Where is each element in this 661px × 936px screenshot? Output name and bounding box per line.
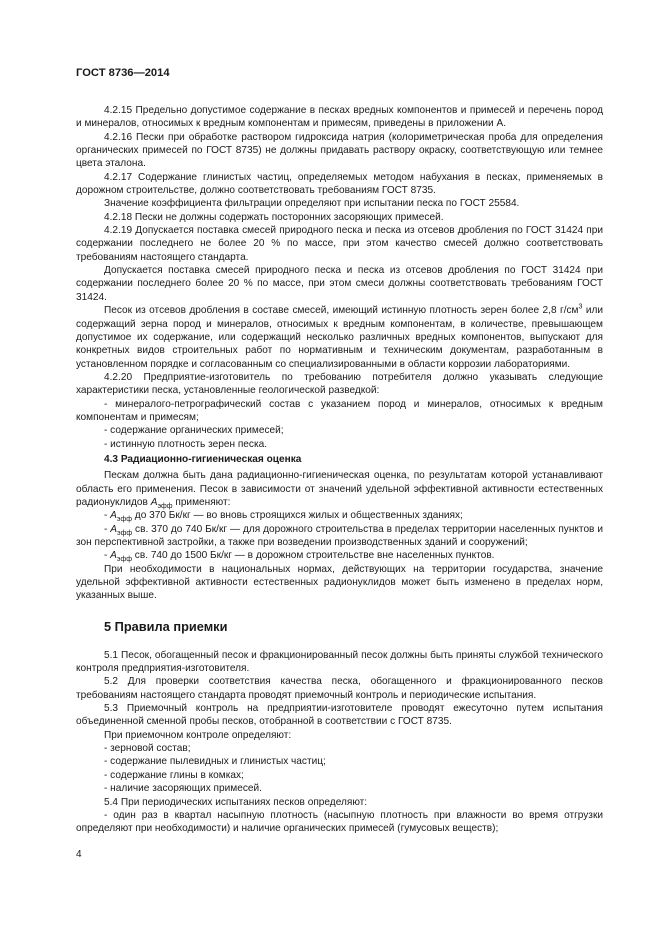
activity-subscript: эфф xyxy=(117,529,133,537)
paragraph-4-2-15: 4.2.15 Предельно допустимое содержание в песках вредных компонентов и примесей и перечень пород и минералов, относимых к вредным компонентам и примесям, приведены в приложении А. xyxy=(76,105,603,130)
para-4-3-text-after: применяют: xyxy=(172,496,231,508)
list-item: - истинную плотность зерен песка. xyxy=(104,438,268,450)
activity-subscript: эфф xyxy=(116,516,132,524)
activity-symbol: А xyxy=(110,550,117,562)
paragraph-density xyxy=(76,304,603,371)
paragraph-4-2-16: 4.2.16 Пески при обработке раствором гидроксида натрия (колориметрическая проба для определения органических примесей по ГОСТ 8735) не должны придавать раствору окраску, соответствующую или темнее цвета эталона. xyxy=(76,131,603,170)
paragraph-4-2-18: 4.2.18 Пески не должны содержать посторонних засоряющих примесей. xyxy=(104,211,444,223)
activity-symbol: А xyxy=(110,510,117,522)
activity-symbol: А xyxy=(150,496,158,508)
activity-subscript: эфф xyxy=(157,502,173,510)
density-text-before: Песок из отсевов дробления в составе смесей, имеющий истинную плотность зерен более 2,8 г/см xyxy=(104,305,579,317)
paragraph-4-2-17: 4.2.17 Содержание глинистых частиц, определяемых методом набухания в песках, применяемых в дорожном строительстве, должно соответствовать требованиям ГОСТ 8735. xyxy=(76,171,603,197)
list-item: - $А_{эфф}$ св. 740 до 1500 Бк/кг — в дорожном строительстве вне населенных пунктов. xyxy=(104,550,495,564)
paragraph-5-3: 5.3 Приемочный контроль на предприятии-изготовителе проводят ежесуточно путем испытания объединенной сменной пробы песков, отобранной в соответствии с ГОСТ 8735. xyxy=(76,703,603,728)
para-4-3-text-before: Пескам должна быть дана радиационно-гигиеническая оценка, по результатам которой устанавливают область его применения. Песок в зависимости от значений удельной эффективной активности естественных радионуклидов xyxy=(76,470,603,508)
paragraph-national-norms: При необходимости в национальных нормах, действующих на территории государства, значение удельной эффективной активности естественных радионуклидов может быть изменено в пределах норм, указанных выше. xyxy=(76,563,603,602)
list-item-text: св. 740 до 1500 Бк/кг — в дорожном строительстве вне населенных пунктов. xyxy=(132,550,495,562)
paragraph-5-4: 5.4 При периодических испытаниях песков определяют: xyxy=(104,796,368,808)
list-item-text: св. 370 до 740 Бк/кг — для дорожного строительства в пределах территории населенных пунктов и зон перспективной застройки, а также при возведении производственных зданий и сооружений; xyxy=(76,523,603,548)
list-item: - $А_{эфф}$ до 370 Бк/кг — во вновь строящихся жилых и общественных зданиях; xyxy=(104,510,463,524)
list-item: - зерновой состав; xyxy=(104,743,191,755)
paragraph-5-2: 5.2 Для проверки соответствия качества песка, обогащенного и фракционированного песков требованиям настоящего стандарта проводят приемочный контроль и периодические испытания. xyxy=(76,676,603,701)
list-item: - содержание глины в комках; xyxy=(104,769,244,781)
list-item: - содержание органических примесей; xyxy=(104,425,284,437)
paragraph-4-2-19: 4.2.19 Допускается поставка смесей природного песка и песка из отсевов дробления по ГОСТ 31424 при содержании последнего не более 20 % по массе, при этом качество смесей должно соответствовать требованиям настоящего стандарта. xyxy=(76,225,603,263)
section-heading-5: 5 Правила приемки xyxy=(104,618,228,634)
list-item: - минералого-петрографический состав с указанием пород и минералов, относимых к вредным компонентам и примесям; xyxy=(76,398,603,423)
paragraph-mixtures-allowed: Допускается поставка смесей природного песка и песка из отсевов дробления по ГОСТ 31424 при содержании последнего более 20 % по массе, при этом смеси должны соответствовать требованиям ГОСТ 31424. xyxy=(76,265,603,303)
list-item: - один раз в квартал насыпную плотность (насыпную плотность при влажности во время отгрузки определяют при необходимости) и наличие органических примесей (гумусовых веществ); xyxy=(76,809,603,835)
subsection-heading-4-3: 4.3 Радиационно-гигиеническая оценка xyxy=(104,453,302,465)
paragraph-5-1: 5.1 Песок, обогащенный песок и фракционированный песок должны быть приняты службой технического контроля предприятия-изготовителя. xyxy=(76,649,603,675)
list-item: - $А_{эфф}$ св. 370 до 740 Бк/кг — для дорожного строительства в пределах территории населенных пунктов и зон перспективной застройки, а также при возведении производственных зданий и сооружений; xyxy=(76,523,603,548)
paragraph-filtration: Значение коэффициента фильтрации определяют при испытании песка по ГОСТ 25584. xyxy=(104,198,520,210)
list-item-text: до 370 Бк/кг — во вновь строящихся жилых и общественных зданиях; xyxy=(132,510,463,522)
paragraph-acceptance-intro: При приемочном контроле определяют: xyxy=(104,729,292,741)
activity-subscript: эфф xyxy=(116,556,132,564)
list-item: - наличие засоряющих примесей. xyxy=(104,783,262,795)
activity-symbol: А xyxy=(110,523,118,535)
density-superscript: 3 xyxy=(578,303,583,311)
list-item: - содержание пылевидных и глинистых частиц; xyxy=(104,756,326,768)
paragraph-4-2-20: 4.2.20 Предприятие-изготовитель по требованию потребителя должно указывать следующие характеристики песка, установленные геологической разведкой: xyxy=(76,371,603,397)
density-text-after: или содержащий зерна пород и минералов, относимых к вредным компонентам, в количестве, превышающем допустимое их содержание, или содержащий несколько различных вредных компонентов, выпускают для конкретных видов строительных работ по нормативным и техническим документам, разработанным в установленном порядке и согласованным со специализированными в области коррозии лабораториями. xyxy=(76,305,603,370)
document-header: ГОСТ 8736—2014 xyxy=(76,67,170,79)
page-number: 4 xyxy=(76,849,82,860)
paragraph-4-3 xyxy=(76,469,603,509)
